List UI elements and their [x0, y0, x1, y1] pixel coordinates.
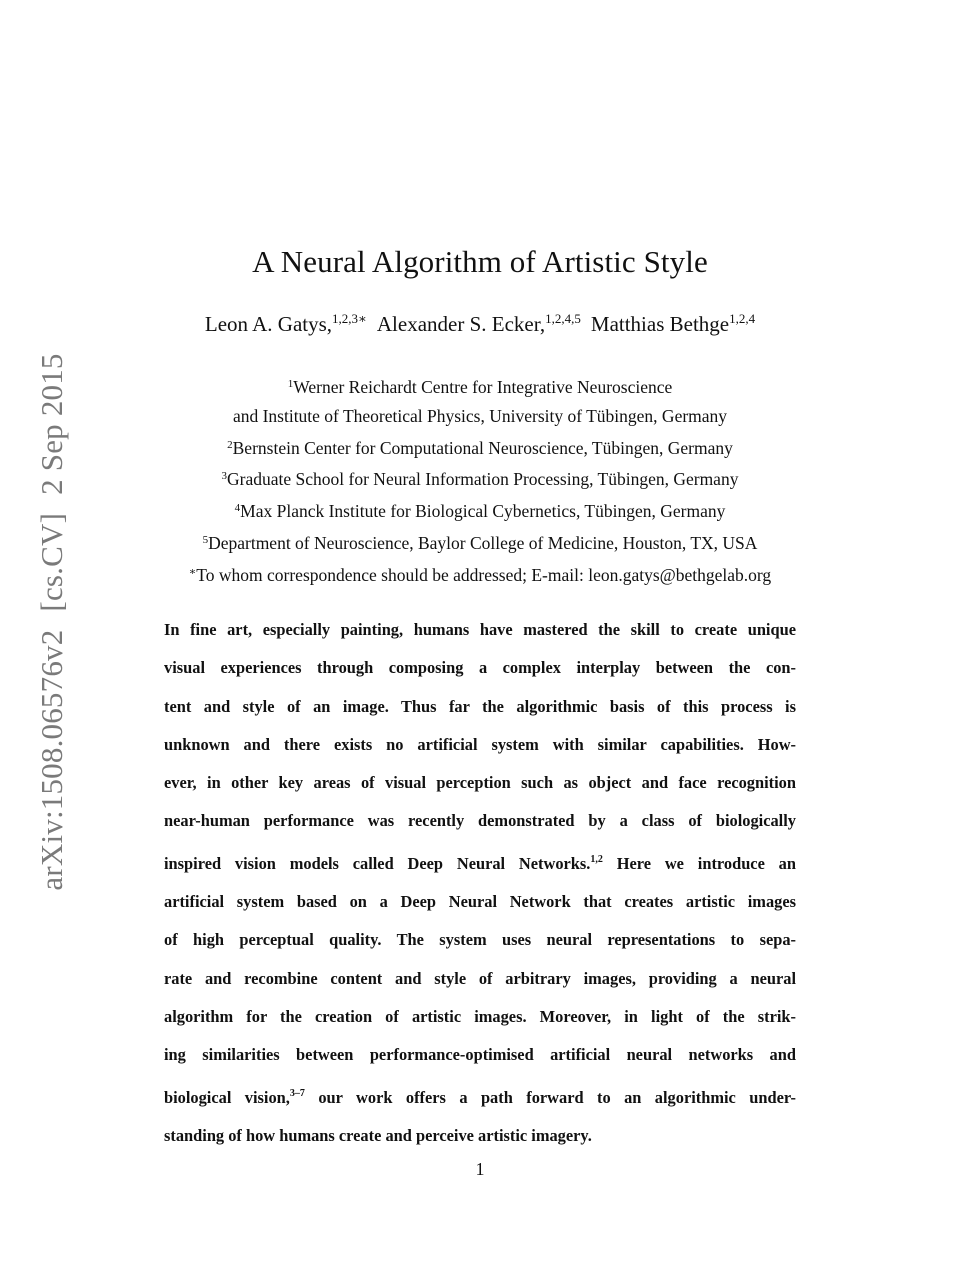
affiliation-line — [0, 526, 960, 558]
arxiv-category: [cs.CV] — [34, 512, 69, 612]
affiliation-text: Werner Reichardt Centre for Integrative Neuroscience — [293, 377, 673, 397]
affiliation-mark: 2 — [227, 438, 233, 451]
abstract-line — [164, 1036, 796, 1074]
affiliation-text: To whom correspondence should be addressed; E-mail: leon.gatys@bethgelab.org — [196, 564, 772, 585]
affiliation-mark: 1 — [287, 378, 294, 390]
affiliation-line — [0, 558, 960, 590]
abstract-line — [164, 726, 796, 764]
affiliation-text: Department of Neuroscience, Baylor College of Medicine, Houston, TX, USA — [208, 532, 758, 553]
author-name: Alexander S. Ecker, — [376, 312, 546, 336]
affiliation-text: and Institute of Theoretical Physics, University of Tübingen, Germany — [232, 405, 728, 426]
affiliation-line — [0, 494, 960, 526]
abstract-text: artificial system based on a Deep Neural Network that creates artistic images — [164, 892, 796, 912]
affiliation-line — [0, 370, 960, 402]
affiliation-mark: ∗ — [188, 565, 197, 578]
abstract-line — [164, 1075, 796, 1117]
affiliation-mark: 5 — [202, 533, 209, 546]
affiliation-list — [0, 370, 960, 590]
abstract-text: ever, in other key areas of visual perception such as object and face recognition — [164, 773, 796, 793]
paper-title: A Neural Algorithm of Artistic Style — [252, 244, 708, 279]
affiliation-mark: 3 — [221, 470, 228, 483]
author-affiliation-marks: 1,2,4 — [729, 311, 756, 326]
abstract-line — [164, 883, 796, 921]
author-name: Leon A. Gatys, — [204, 312, 333, 336]
author-3 — [591, 311, 755, 337]
arxiv-id: arXiv:1508.06576v2 — [34, 629, 69, 891]
author-affiliation-marks: 1,2,3∗ — [332, 311, 367, 326]
affiliation-line — [0, 402, 960, 431]
author-affiliation-marks: 1,2,4,5 — [545, 311, 581, 326]
affiliation-line — [0, 462, 960, 494]
abstract-text: ing similarities between performance-optimised artificial neural networks and — [164, 1045, 796, 1065]
abstract-text: biological vision, — [164, 1087, 290, 1107]
affiliation-text: Bernstein Center for Computational Neuroscience, Tübingen, Germany — [232, 437, 733, 458]
abstract-text: near-human performance was recently demonstrated by a class of biologically — [164, 811, 796, 831]
abstract-text: In fine art, especially painting, humans have mastered the skill to create unique — [164, 620, 796, 639]
affiliation-text: Graduate School for Neural Information Processing, Tübingen, Germany — [227, 469, 739, 490]
abstract-line — [164, 611, 796, 649]
abstract-text: of high perceptual quality. The system uses neural representations to sepa- — [164, 930, 796, 950]
abstract-line — [164, 1117, 796, 1155]
affiliation-text: Max Planck Institute for Biological Cybernetics, Tübingen, Germany — [240, 501, 726, 522]
abstract-text: algorithm for the creation of artistic images. Moreover, in light of the strik- — [164, 1006, 796, 1026]
abstract-text: rate and recombine content and style of arbitrary images, providing a neural — [164, 968, 796, 988]
abstract — [164, 611, 796, 1155]
abstract-line — [164, 960, 796, 998]
abstract-line — [164, 998, 796, 1036]
abstract-text: our work offers a path forward to an algorithmic under- — [304, 1087, 796, 1107]
abstract-line — [164, 921, 796, 959]
author-name: Matthias Bethge — [590, 312, 730, 336]
abstract-line — [164, 802, 796, 840]
author-list — [0, 311, 960, 337]
abstract-text: inspired vision models called Deep Neural Networks. — [164, 853, 591, 873]
abstract-line — [164, 649, 796, 687]
page-number: 1 — [475, 1159, 485, 1179]
arxiv-date: 2 Sep 2015 — [34, 353, 69, 495]
affiliation-line — [0, 431, 960, 463]
abstract-line — [164, 764, 796, 802]
citation-mark: 3–7 — [289, 1087, 305, 1099]
author-1 — [205, 311, 367, 337]
abstract-text: standing of how humans create and perceive artistic imagery. — [164, 1125, 592, 1145]
author-2 — [377, 311, 581, 337]
abstract-text: Here we introduce an — [602, 853, 796, 873]
abstract-line — [164, 841, 796, 883]
citation-mark: 1,2 — [590, 853, 603, 865]
abstract-text: tent and style of an image. Thus far the algorithmic basis of this process is — [164, 696, 796, 716]
abstract-text: unknown and there exists no artificial system with similar capabilities. How- — [164, 734, 796, 754]
abstract-text: visual experiences through composing a complex interplay between the con- — [164, 658, 796, 678]
abstract-line — [164, 688, 796, 726]
affiliation-mark: 4 — [234, 502, 241, 515]
